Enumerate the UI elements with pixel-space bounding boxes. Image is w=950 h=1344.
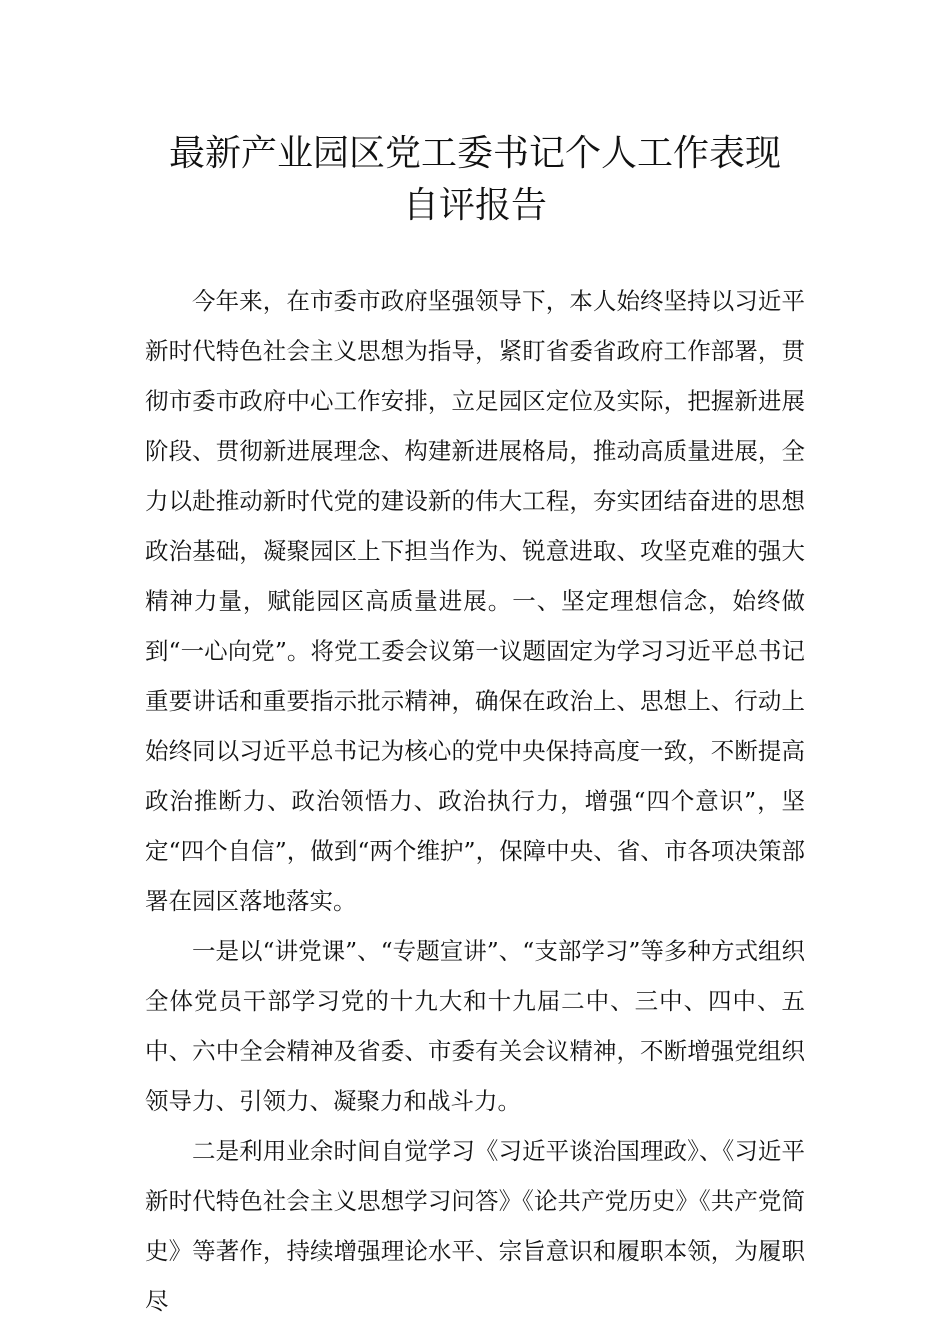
document-title: [120, 128, 830, 232]
paragraph-second-point: 二是利用业余时间自觉学习《习近平谈治国理政》、《习近平新时代特色社会主义思想学习问答》《论共产党历史》《共产党简史》等著作，持续增强理论水平、宗旨意识和履职本领，为履职尽: [145, 1137, 805, 1315]
paragraph-first-point: 一是以“讲党课”、“专题宣讲”、“支部学习”等多种方式组织全体党员干部学习党的十九大和十九届二中、三中、四中、五中、六中全会精神及省委、市委有关会议精神，不断增强党组织领导力、引领力、凝聚力和战斗力。: [145, 937, 805, 1115]
document-body: [145, 276, 805, 1326]
title-line-2: 自评报告: [402, 185, 547, 226]
title-line-1: 最新产业园区党工委书记个人工作表现: [168, 133, 781, 174]
paragraph-intro: 今年来，在市委市政府坚强领导下，本人始终坚持以习近平新时代特色社会主义思想为指导，紧盯省委省政府工作部署，贯彻市委市政府中心工作安排，立足园区定位及实际，把握新进展阶段、贯彻新进展理念、构建新进展格局，推动高质量进展，全力以赴推动新时代党的建设新的伟大工程，夯实团结奋进的思想政治基础，凝聚园区上下担当作为、锐意进取、攻坚克难的强大精神力量，赋能园区高质量进展。一、坚定理想信念，始终做到“一心向党”。将党工委会议第一议题固定为学习习近平总书记重要讲话和重要指示批示精神，确保在政治上、思想上、行动上始终同以习近平总书记为核心的党中央保持高度一致，不断提高政治推断力、政治领悟力、政治执行力，增强“四个意识”，坚定“四个自信”，做到“两个维护”，保障中央、省、市各项决策部署在园区落地落实。: [145, 287, 805, 915]
